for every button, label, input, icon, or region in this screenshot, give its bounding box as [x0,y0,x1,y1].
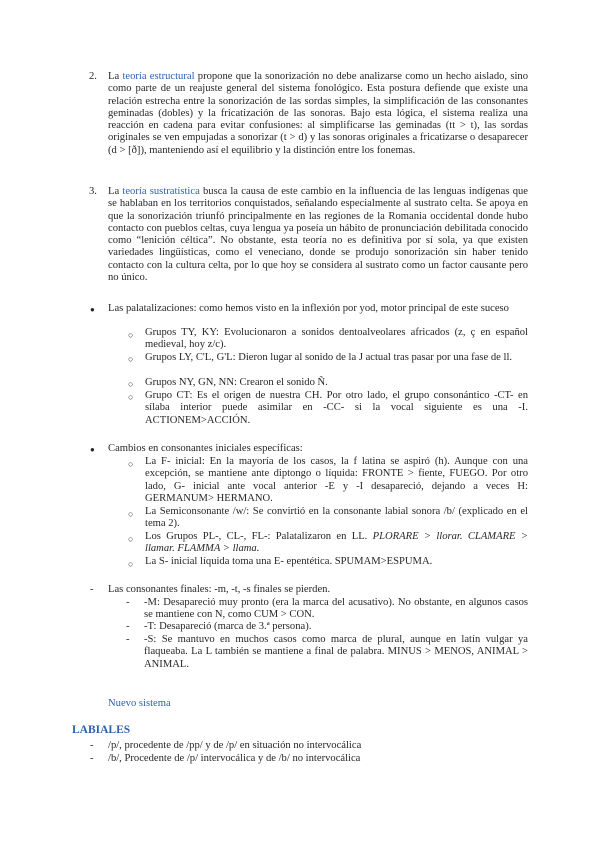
dash-marker: - [90,584,94,595]
bullet-icon: ● [90,445,95,454]
list-item-ly-cl-gl: Grupos LY, C'L, G'L: Dieron lugar al sonido de la J actual tras pasar por una fase de ll. [145,352,513,363]
sub-bullet-icon: ○ [128,379,134,389]
sub-bullet-icon: ○ [128,354,134,364]
teoria-estructural-link[interactable]: teoría estructural [122,71,195,82]
list-item-ct: Grupo CT: Es el origen de nuestra CH. Por otro lado, el grupo consonántico -CT- en sílaba interior puede asimilar en -CC- si la vocal siguiente es una -I. ACTIONEM>ACCIÓN. [145,390,528,426]
grupos-pl-examples: PLORARE > llorar. CLAMARE > llamar. FLAMMA > llama. [145,531,528,555]
sub-bullet-icon: ○ [128,392,134,402]
paragraph-lead: La [108,186,123,197]
dash-marker: - [126,621,130,632]
sub-bullet-icon: ○ [128,330,134,340]
list-item-ny-gn-nn: Grupos NY, GN, NN: Crearon el sonido Ñ. [145,377,328,388]
finales-text: Las consonantes finales: -m, -t, -s finales se pierden. [108,584,331,595]
list-item-m-final: -M: Desapareció muy pronto (era la marca del acusativo). No obstante, en algunos casos se mantiene con N, como CUM > CON. [144,597,528,621]
grupos-pl-text: Los Grupos PL-, CL-, FL-: Palatalizaron en LL. [145,531,373,542]
list-number-2: 2. [89,71,97,82]
sub-bullet-icon: ○ [128,459,134,469]
list-item-semiconsonante: La Semiconsonante /w/: Se convirtió en la consonante labial sonora /b/ (explicado en el tema 2). [145,506,528,530]
teoria-sustratistica-link[interactable]: teoría sustratística [122,186,200,197]
dash-marker: - [90,740,94,751]
bullet-icon: ● [90,305,95,314]
sub-bullet-icon: ○ [128,509,134,519]
list-item-grupos-pl [145,531,528,556]
labiales-heading: LABIALES [72,724,131,736]
nuevo-sistema-link[interactable]: Nuevo sistema [108,698,171,709]
paragraph-lead: La [108,71,123,82]
palatalizaciones-text: Las palatalizaciones: como hemos visto en la inflexión por yod, motor principal de este suceso [108,303,509,314]
list-item-f-inicial: La F- inicial: En la mayoría de los casos, la f latina se aspiró (h). Aunque con una excepción, se mantiene ante diptongo o líquida: FRONTE > fiente, FUEGO. Por otro lado, G- inicial ante vocal anterior -E y -I desapareció, dejando a veces H: GERMANUM> HERMANO. [145,456,528,504]
dash-marker: - [126,634,130,645]
paragraph-teoria-estructural [108,71,528,157]
labiales-item-b: /b/, Procedente de /p/ intervocálica y de /b/ no intervocálica [108,753,361,764]
dash-marker: - [90,753,94,764]
list-number-3: 3. [89,186,97,197]
paragraph-text: propone que la sonorización no debe analizarse como un hecho aislado, sino como parte de un reajuste general del sistema fonológico. Esta postura defiende que existe una relación estrecha entre la sonorización de las sordas simples, la simplificación de las consonantes geminadas (dobles) y la fricatización de las sonoras. Bajo esta lógica, el sistema realiza una reacción en cadena para evitar confusiones: al simplificarse las geminadas (tt > t), las sordas originales se ven empujadas a sonorizar (t > d) y las sonoras originales a fricatizarse o desaparecer (d > [ð]), manteniendo así el equilibrio y la distinción entre los fonemas. [108,71,528,156]
sub-bullet-icon: ○ [128,534,134,544]
dash-marker: - [126,597,130,608]
list-item-s-final: -S: Se mantuvo en muchos casos como marca de plural, aunque en latín vulgar ya flaqueaba. La L también se mantiene a final de palabra. MINUS > MENOS, ANIMAL > ANIMAL. [144,634,528,670]
iniciales-text: Cambios en consonantes iniciales específicas: [108,443,303,454]
list-item-t-final: -T: Desapareció (marca de 3.ª persona). [144,621,312,632]
paragraph-teoria-sustratistica [108,186,528,284]
labiales-item-p: /p/, procedente de /pp/ y de /p/ en situación no intervocálica [108,740,362,751]
sub-bullet-icon: ○ [128,559,134,569]
list-item-s-inicial: La S- inicial líquida toma una E- epentética. SPUMAM>ESPUMA. [145,556,433,567]
list-item-ty-ky: Grupos TY, KY: Evolucionaron a sonidos dentoalveolares africados (z, ç en español medieval, hoy z/c). [145,327,528,351]
paragraph-text: busca la causa de este cambio en la influencia de las lenguas indígenas que se hablaban en los territorios conquistados, señalando especialmente al sustrato celta. Se apoya en que la sonorización triunfó principalmente en las regiones de la Romania occidental donde hubo contacto con pueblos celtas, cuya lengua ya poseía un hábito de pronunciación debilitada conocido como “lenición céltica”. No obstante, esta teoría no es definitiva por sí sola, ya que existen variedades lingüísticas, como el veneciano, donde se produjo sonorización sin haber tenido contacto con la cultura celta, por lo que hoy se considera al sustrato como un factor causante pero no único. [108,186,528,284]
